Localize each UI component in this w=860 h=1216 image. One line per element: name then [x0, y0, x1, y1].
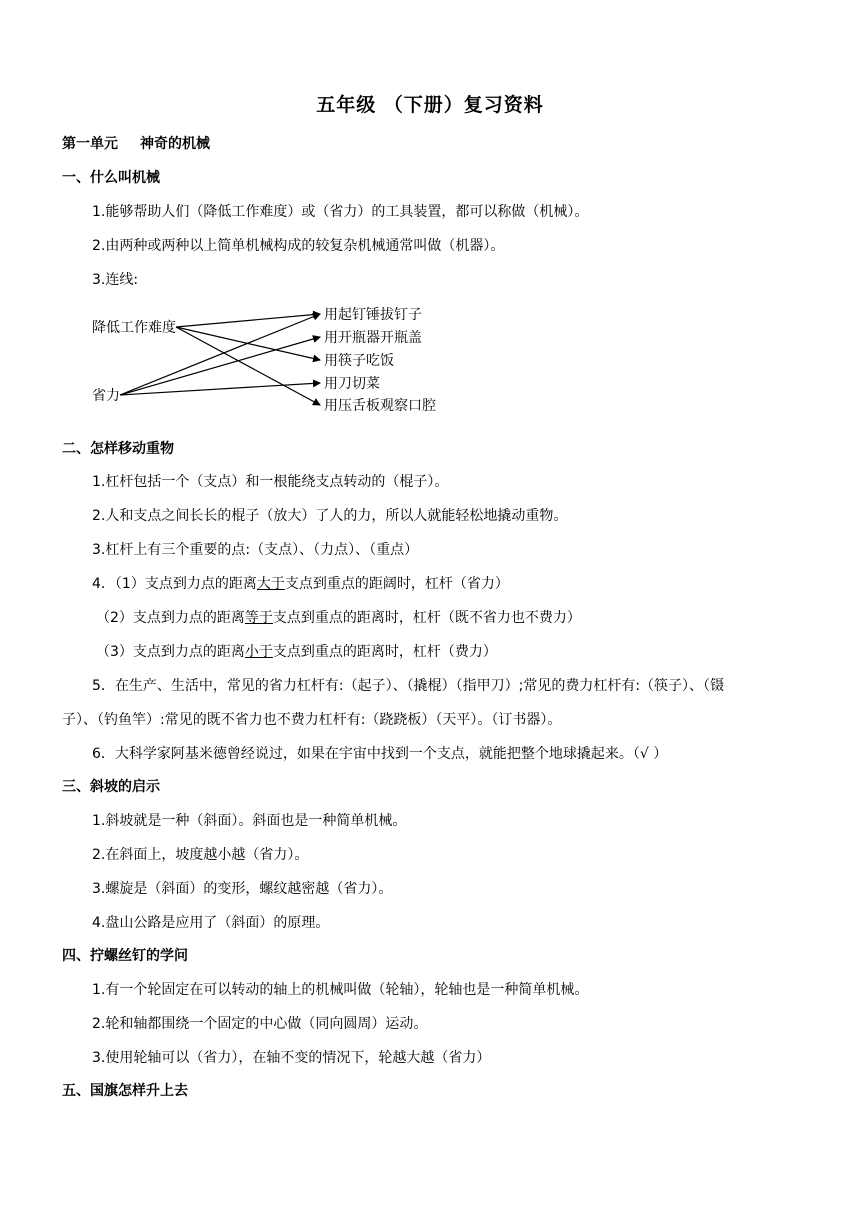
- matching-arrow-4: [120, 337, 320, 395]
- matching-right-4: 用压舌板观察口腔: [324, 398, 436, 414]
- s2-paragraph-5: [96, 607, 581, 627]
- matching-arrow-2: [176, 327, 320, 405]
- section-4-heading: 四、拧螺丝钉的学问: [62, 948, 188, 964]
- section-1-heading: 一、什么叫机械: [62, 170, 160, 186]
- unit-label: 第一单元: [62, 136, 118, 152]
- s1-paragraph-1: 1.能够帮助人们（降低工作难度）或（省力）的工具装置，都可以称做（机械）。: [92, 204, 589, 220]
- section-2-heading: 二、怎样移动重物: [62, 441, 174, 457]
- section-3-heading: 三、斜坡的启示: [62, 779, 160, 795]
- s3-paragraph-4: 4.盘山公路是应用了（斜面）的原理。: [92, 915, 330, 931]
- s2-p4-text-a: 4．（1）支点到力点的距离: [92, 576, 257, 592]
- s2-paragraph-7-line-1: 5．在生产、生活中，常见的省力杠杆有:（起子）、（撬棍）（指甲刀）;常见的费力杠杆有:（筷子）、（镊: [92, 678, 725, 694]
- matching-diagram: [0, 300, 500, 422]
- matching-left-1: 省力: [92, 388, 120, 404]
- matching-right-3: 用刀切菜: [324, 376, 380, 392]
- s2-paragraph-2: 2.人和支点之间长长的棍子（放大）了人的力，所以人就能轻松地撬动重物。: [92, 508, 568, 524]
- s2-p6-underlined: 小于: [244, 644, 273, 660]
- s2-p6-text-a: （3）支点到力点的距离: [96, 644, 245, 660]
- s2-p5-text-b: 支点到重点的距离时，杠杆（既不省力也不费力）: [272, 610, 581, 626]
- matching-right-2: 用筷子吃饭: [324, 353, 394, 369]
- s2-paragraph-6: [96, 641, 497, 661]
- s3-paragraph-3: 3.螺旋是（斜面）的变形，螺纹越密越（省力）。: [92, 881, 393, 897]
- s2-p5-text-a: （2）支点到力点的距离: [96, 610, 245, 626]
- matching-arrow-0: [176, 314, 320, 327]
- s4-paragraph-1: 1.有一个轮固定在可以转动的轴上的机械叫做（轮轴），轮轴也是一种简单机械。: [92, 982, 589, 998]
- matching-right-0: 用起钉锤拔钉子: [324, 307, 422, 323]
- s2-paragraph-4: [92, 573, 509, 593]
- matching-right-1: 用开瓶器开瓶盖: [324, 330, 422, 346]
- s2-paragraph-3: 3.杠杆上有三个重要的点:（支点）、（力点）、（重点）: [92, 542, 419, 558]
- s2-paragraph-1: 1.杠杆包括一个（支点）和一根能绕支点转动的（棍子）。: [92, 474, 449, 490]
- unit-heading: [62, 133, 210, 153]
- s3-paragraph-2: 2.在斜面上，坡度越小越（省力）。: [92, 847, 309, 863]
- s2-paragraph-8: 6．大科学家阿基米德曾经说过，如果在宇宙中找到一个支点，就能把整个地球撬起来。（√ ）: [92, 746, 668, 762]
- s1-paragraph-2: 2.由两种或两种以上简单机械构成的较复杂机械通常叫做（机器）。: [92, 238, 505, 254]
- s2-p6-text-b: 支点到重点的距离时，杠杆（费力）: [272, 644, 497, 660]
- s2-p4-text-b: 支点到重点的距阔时，杠杆（省力）: [284, 576, 509, 592]
- s4-paragraph-2: 2.轮和轴都围绕一个固定的中心做（同向圆周）运动。: [92, 1016, 428, 1032]
- s2-p5-underlined: 等于: [244, 610, 273, 626]
- matching-left-0: 降低工作难度: [92, 320, 176, 336]
- page-title: 五年级 （下册）复习资料: [316, 94, 544, 116]
- unit-name: 神奇的机械: [140, 136, 210, 152]
- s4-paragraph-3: 3.使用轮轴可以（省力），在轴不变的情况下，轮越大越（省力）: [92, 1050, 491, 1066]
- s1-paragraph-3: 3.连线:: [92, 272, 139, 288]
- s3-paragraph-1: 1.斜坡就是一种（斜面）。斜面也是一种简单机械。: [92, 813, 407, 829]
- section-5-heading: 五、国旗怎样升上去: [62, 1083, 188, 1099]
- s2-p4-underlined: 大于: [256, 576, 285, 592]
- s2-paragraph-7-line-2: 子）、（钓鱼竿）:常见的既不省力也不费力杠杆有:（跷跷板）（天平）。（订书器）。: [62, 712, 562, 728]
